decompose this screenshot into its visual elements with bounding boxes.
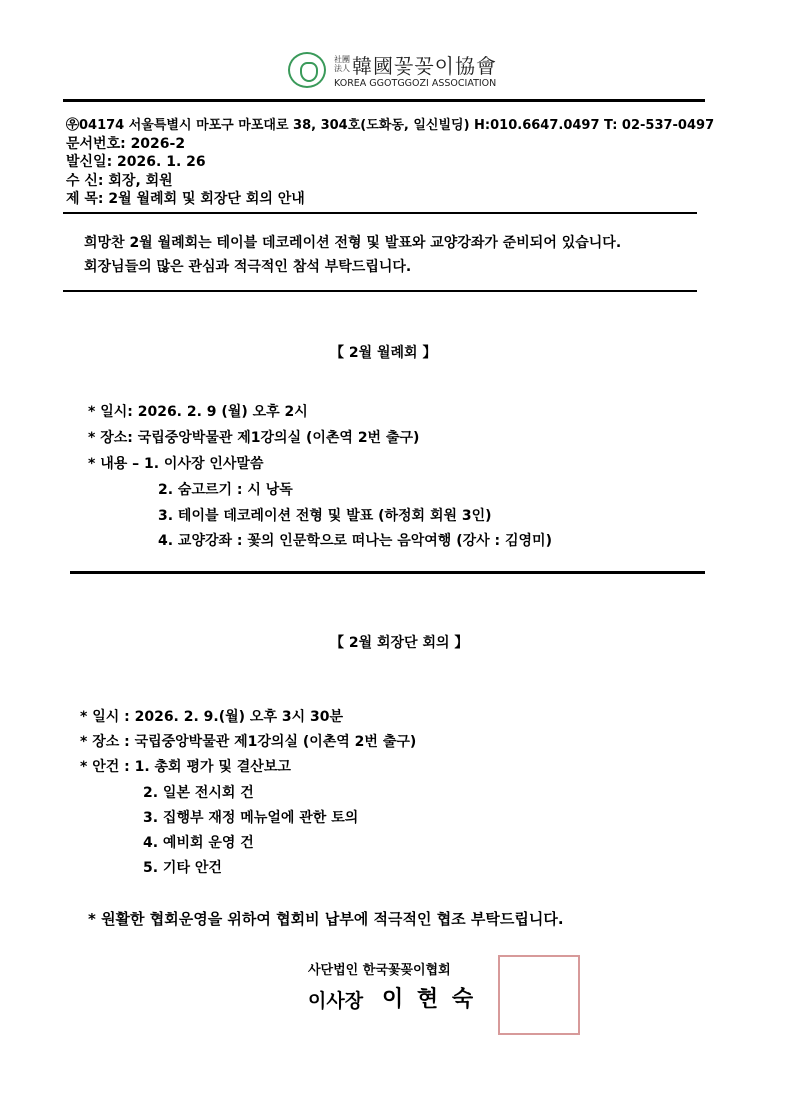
list-item: * 장소 : 국립중앙박물관 제1강의실 (이촌역 2번 출구) [80, 734, 417, 750]
membership-fee-note: * 원활한 협회운영을 위하여 협회비 납부에 적극적인 협조 부탁드립니다. [88, 910, 564, 928]
divider [70, 571, 705, 574]
list-sub-item: 4. 예비회 운영 건 [143, 835, 254, 851]
section-title-board-meeting: 【 2월 회장단 회의 】 [330, 635, 469, 651]
list-sub-item: 4. 교양강좌 : 꽃의 인문학으로 떠나는 음악여행 (강사 : 김영미) [158, 533, 552, 549]
logo-small-text: 社團法人 [334, 55, 350, 73]
send-date: 발신일: 2026. 1. 26 [66, 154, 206, 170]
list-sub-item: 3. 테이블 데코레이션 전형 및 발표 (하정회 회원 3인) [158, 508, 492, 524]
subject: 제 목: 2월 월례회 및 회장단 회의 안내 [66, 191, 305, 207]
document-number: 문서번호: 2026-2 [66, 136, 186, 152]
divider [63, 212, 697, 214]
list-sub-item: 2. 숨고르기 : 시 낭독 [158, 482, 293, 498]
flower-emblem-icon [288, 52, 326, 88]
association-logo [288, 50, 508, 92]
signature-title: 이사장 [308, 990, 364, 1012]
logo-hanja-name: 韓國꽃꽂이協會 [352, 54, 497, 78]
recipient: 수 신: 회장, 회원 [66, 173, 173, 189]
list-sub-item: 2. 일본 전시회 건 [143, 785, 254, 801]
section-title-monthly-meeting: 【 2월 월례회 】 [330, 345, 437, 361]
signature-name: 이 현 숙 [382, 987, 477, 1012]
list-item: * 장소: 국립중앙박물관 제1강의실 (이촌역 2번 출구) [88, 430, 420, 446]
list-item: * 일시 : 2026. 2. 9.(월) 오후 3시 30분 [80, 709, 344, 725]
intro-line: 회장님들의 많은 관심과 적극적인 참석 부탁드립니다. [84, 259, 412, 275]
list-item: * 내용 – 1. 이사장 인사말씀 [88, 456, 264, 472]
list-item: * 안건 : 1. 총회 평가 및 결산보고 [80, 759, 291, 775]
address-line: ㉾04174 서울특별시 마포구 마포대로 38, 304호(도화동, 일신빌딩) H:010.6647.0497 T: 02-537-0497 [66, 118, 715, 133]
intro-line: 희망찬 2월 월례회는 테이블 데코레이션 전형 및 발표와 교양강좌가 준비되어 있습니다. [84, 235, 622, 251]
list-sub-item: 3. 집행부 재정 메뉴얼에 관한 토의 [143, 810, 359, 826]
logo-english-name: KOREA GGOTGGOZI ASSOCIATION [334, 78, 497, 89]
signature-organization: 사단법인 한국꽃꽂이협회 [308, 963, 451, 978]
official-seal [498, 955, 580, 1035]
divider [63, 99, 705, 102]
list-sub-item: 5. 기타 안건 [143, 860, 222, 876]
divider [63, 290, 697, 292]
list-item: * 일시: 2026. 2. 9 (월) 오후 2시 [88, 404, 308, 420]
